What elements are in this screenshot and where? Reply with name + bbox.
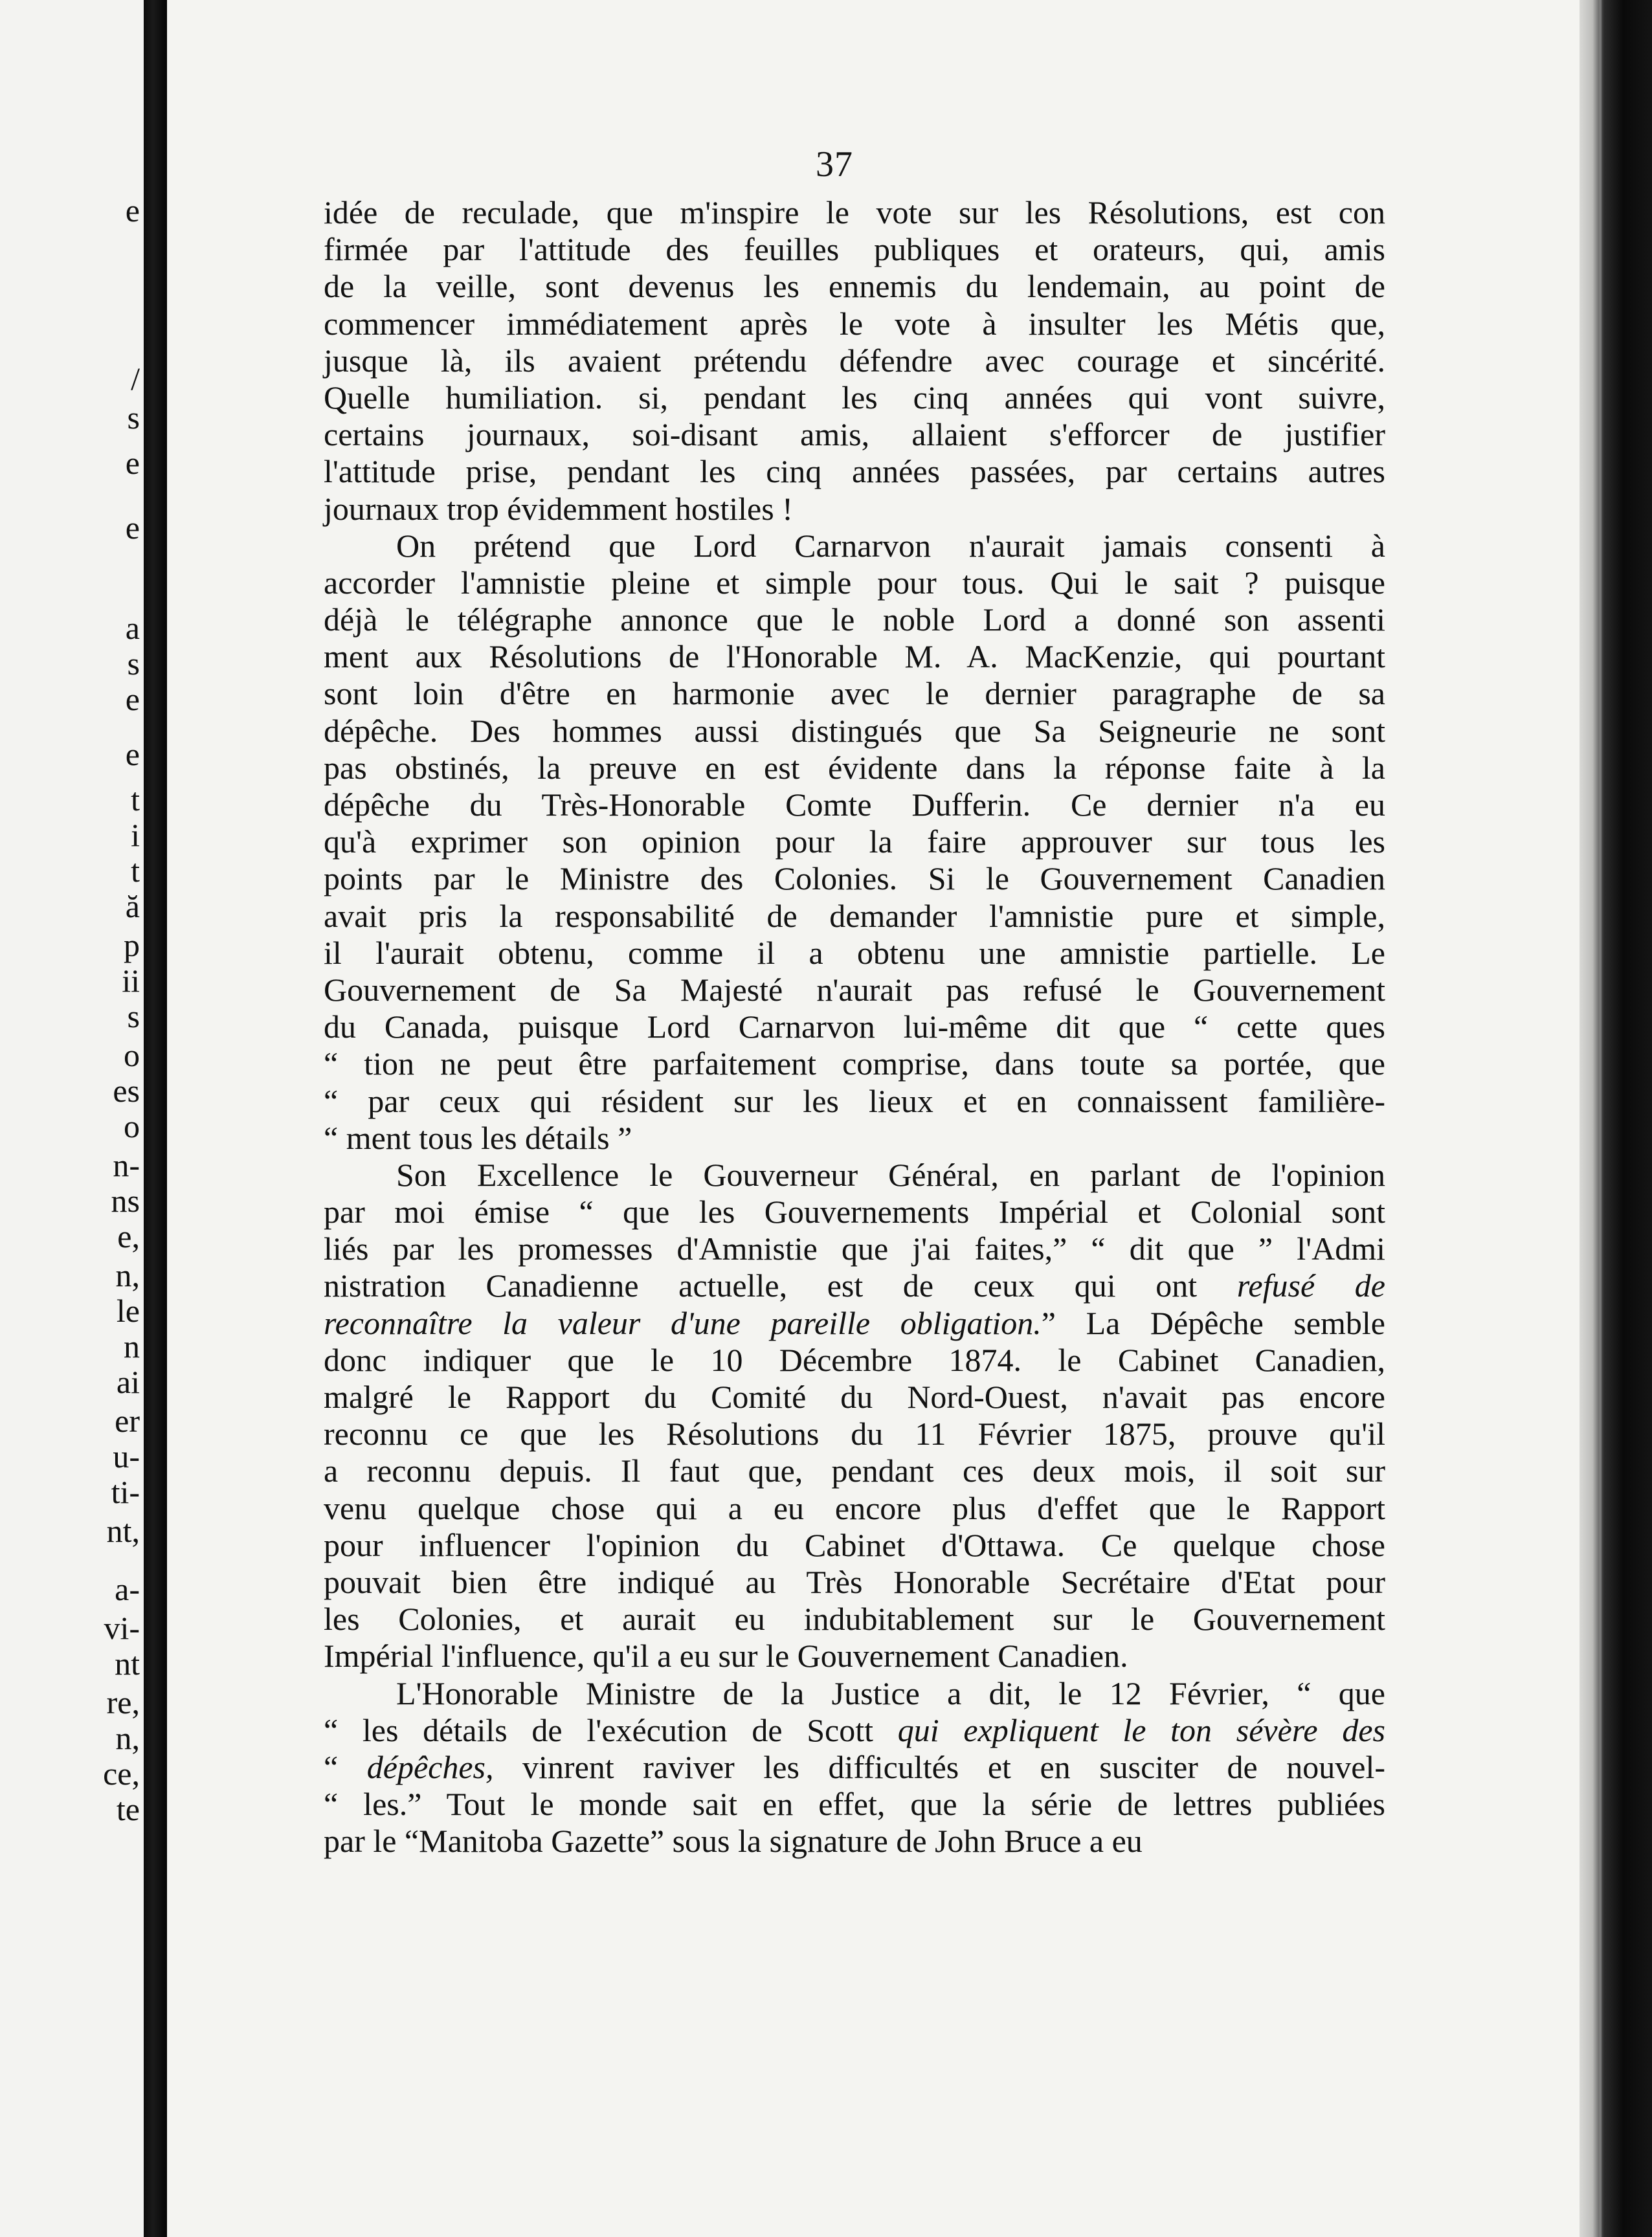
italic-text: qui expliquent le ton sévère des: [897, 1711, 1385, 1748]
text-line: Impérial l'influence, qu'il a eu sur le Gouvernement Canadien.: [324, 1638, 1128, 1675]
text-line: accorder l'amnistie pleine et simple pour tous. Qui le sait ? puisque: [324, 564, 1385, 601]
text-line: Quelle humiliation. si, pendant les cinq années qui vont suivre,: [324, 379, 1385, 416]
left-page-fragment-text: es: [113, 1073, 140, 1109]
text-line: On prétend que Lord Carnarvon n'aurait jamais consenti à: [396, 527, 1385, 564]
left-page-margin-text: [62, 0, 140, 2237]
text-line: L'Honorable Ministre de la Justice a dit, le 12 Février, “ que: [396, 1675, 1385, 1711]
left-page-fragment-text: n-: [113, 1147, 140, 1183]
left-page-fragment-text: n: [124, 1328, 140, 1364]
text-line: a reconnu depuis. Il faut que, pendant ces deux mois, il soit sur: [324, 1452, 1385, 1489]
text-line: liés par les promesses d'Amnistie que j'ai faites,” “ dit que ” l'Admi: [324, 1230, 1385, 1267]
text-line: dépêche. Des hommes aussi distingués que Sa Seigneurie ne sont: [324, 712, 1385, 749]
text-line: commencer immédiatement après le vote à insulter les Métis que,: [324, 305, 1385, 342]
left-page-fragment-text: e,: [117, 1218, 140, 1254]
left-page-fragment-text: nt: [115, 1645, 140, 1682]
left-page-fragment-text: ns: [111, 1183, 140, 1219]
body-text: [324, 194, 1385, 1860]
italic-text: dépêches,: [366, 1748, 494, 1785]
text-line: “ par ceux qui résident sur les lieux et en connaissent familière-: [324, 1082, 1385, 1119]
left-page-fragment-text: i: [131, 817, 140, 853]
left-page-fragment-text: le: [116, 1293, 140, 1329]
left-page-fragment-text: p: [124, 927, 140, 963]
text-line: avait pris la responsabilité de demander l'amnistie pure et simple,: [324, 897, 1385, 934]
book-gutter: [144, 0, 167, 2237]
text-line: dépêche du Très-Honorable Comte Dufferin. Ce dernier n'a eu: [324, 786, 1385, 823]
text-line: “ les.” Tout le monde sait en effet, que la série de lettres publiées: [324, 1786, 1385, 1823]
left-page-fragment-text: ti-: [111, 1474, 140, 1510]
left-page-fragment-text: o: [124, 1108, 140, 1144]
text-line: Son Excellence le Gouverneur Général, en parlant de l'opinion: [396, 1156, 1385, 1193]
text-line: idée de reculade, que m'inspire le vote sur les Résolutions, est con: [324, 194, 1385, 230]
text-line: venu quelque chose qui a eu encore plus d'effet que le Rapport: [324, 1489, 1385, 1526]
text-line: déjà le télégraphe annonce que le noble Lord a donné son assenti: [324, 601, 1385, 638]
left-page-fragment-text: t: [131, 852, 140, 889]
page-number: 37: [816, 144, 853, 184]
text-line: jusque là, ils avaient prétendu défendre avec courage et sincérité.: [324, 342, 1385, 379]
left-page-fragment: [0, 0, 144, 2237]
left-page-fragment-text: ii: [122, 963, 140, 999]
text-line: pouvait bien être indiqué au Très Honorable Secrétaire d'Etat pour: [324, 1563, 1385, 1600]
left-page-fragment-text: ă: [125, 888, 140, 924]
text-line: firmée par l'attitude des feuilles publiques et orateurs, qui, amis: [324, 231, 1385, 268]
text-line: “ les détails de l'exécution de Scott qui expliquent le ton sévère des: [324, 1711, 1385, 1748]
left-page-fragment-text: re,: [106, 1684, 140, 1720]
text-line: points par le Ministre des Colonies. Si le Gouvernement Canadien: [324, 860, 1385, 897]
left-page-fragment-text: vi-: [104, 1610, 140, 1646]
left-page-fragment-text: e: [125, 736, 140, 772]
text-line: les Colonies, et aurait eu indubitablement sur le Gouvernement: [324, 1601, 1385, 1638]
right-page-edge-line: [1599, 0, 1602, 2237]
text-line: sont loin d'être en harmonie avec le dernier paragraphe de sa: [324, 675, 1385, 712]
text-line: pour influencer l'opinion du Cabinet d'Ottawa. Ce quelque chose: [324, 1526, 1385, 1563]
text-line: Gouvernement de Sa Majesté n'aurait pas refusé le Gouvernement: [324, 971, 1385, 1008]
italic-text: reconnaître la valeur d'une pareille obligation.: [324, 1304, 1042, 1341]
left-page-fragment-text: nt,: [106, 1513, 140, 1549]
text-line: “ ment tous les détails ”: [324, 1119, 632, 1156]
text-line: l'attitude prise, pendant les cinq années passées, par certains autres: [324, 453, 1385, 490]
text-line: donc indiquer que le 10 Décembre 1874. le Cabinet Canadien,: [324, 1341, 1385, 1378]
left-page-fragment-text: e: [125, 509, 140, 546]
left-page-fragment-text: e: [125, 445, 140, 481]
text-line: par le “Manitoba Gazette” sous la signature de John Bruce a eu: [324, 1823, 1143, 1860]
left-page-fragment-text: e: [125, 192, 140, 228]
left-page-fragment-text: o: [124, 1037, 140, 1073]
left-page-fragment-text: /: [131, 361, 140, 397]
text-line: “ dépêches, vinrent raviver les difficultés et en susciter de nouvel-: [324, 1748, 1385, 1785]
text-line: certains journaux, soi-disant amis, allaient s'efforcer de justifier: [324, 416, 1385, 453]
text-line: il l'aurait obtenu, comme il a obtenu une amnistie partielle. Le: [324, 934, 1385, 971]
left-page-fragment-text: e: [125, 681, 140, 717]
left-page-fragment-text: n,: [115, 1720, 140, 1756]
left-page-fragment-text: a-: [115, 1571, 140, 1607]
left-page-fragment-text: a: [125, 610, 140, 646]
text-line: du Canada, puisque Lord Carnarvon lui-même dit que “ cette ques: [324, 1008, 1385, 1045]
text-line: malgré le Rapport du Comité du Nord-Ouest, n'avait pas encore: [324, 1379, 1385, 1415]
text-line: reconnaître la valeur d'une pareille obligation.” La Dépêche semble: [324, 1304, 1385, 1341]
right-page-edge: [1579, 0, 1652, 2237]
text-line: reconnu ce que les Résolutions du 11 Février 1875, prouve qu'il: [324, 1416, 1385, 1452]
left-page-fragment-text: s: [127, 399, 140, 436]
text-line: de la veille, sont devenus les ennemis du lendemain, au point de: [324, 268, 1385, 305]
left-page-fragment-text: t: [131, 781, 140, 818]
left-page-fragment-text: s: [127, 645, 140, 682]
left-page-fragment-text: n,: [115, 1257, 140, 1293]
italic-text: refusé de: [1236, 1267, 1385, 1304]
text-line: pas obstinés, la preuve en est évidente dans la réponse faite à la: [324, 749, 1385, 786]
text-line: nistration Canadienne actuelle, est de ceux qui ont refusé de: [324, 1267, 1385, 1304]
left-page-fragment-text: ce,: [103, 1755, 140, 1792]
left-page-fragment-text: te: [116, 1791, 140, 1827]
left-page-fragment-text: u-: [113, 1438, 140, 1475]
left-page-fragment-text: er: [115, 1403, 140, 1439]
text-line: par moi émise “ que les Gouvernements Impérial et Colonial sont: [324, 1194, 1385, 1230]
text-line: “ tion ne peut être parfaitement comprise, dans toute sa portée, que: [324, 1045, 1385, 1082]
text-line: journaux trop évidemment hostiles !: [324, 490, 793, 527]
text-line: qu'à exprimer son opinion pour la faire approuver sur tous les: [324, 823, 1385, 860]
left-page-fragment-text: s: [127, 998, 140, 1034]
text-line: ment aux Résolutions de l'Honorable M. A. MacKenzie, qui pourtant: [324, 638, 1385, 675]
left-page-fragment-text: ai: [116, 1364, 140, 1400]
